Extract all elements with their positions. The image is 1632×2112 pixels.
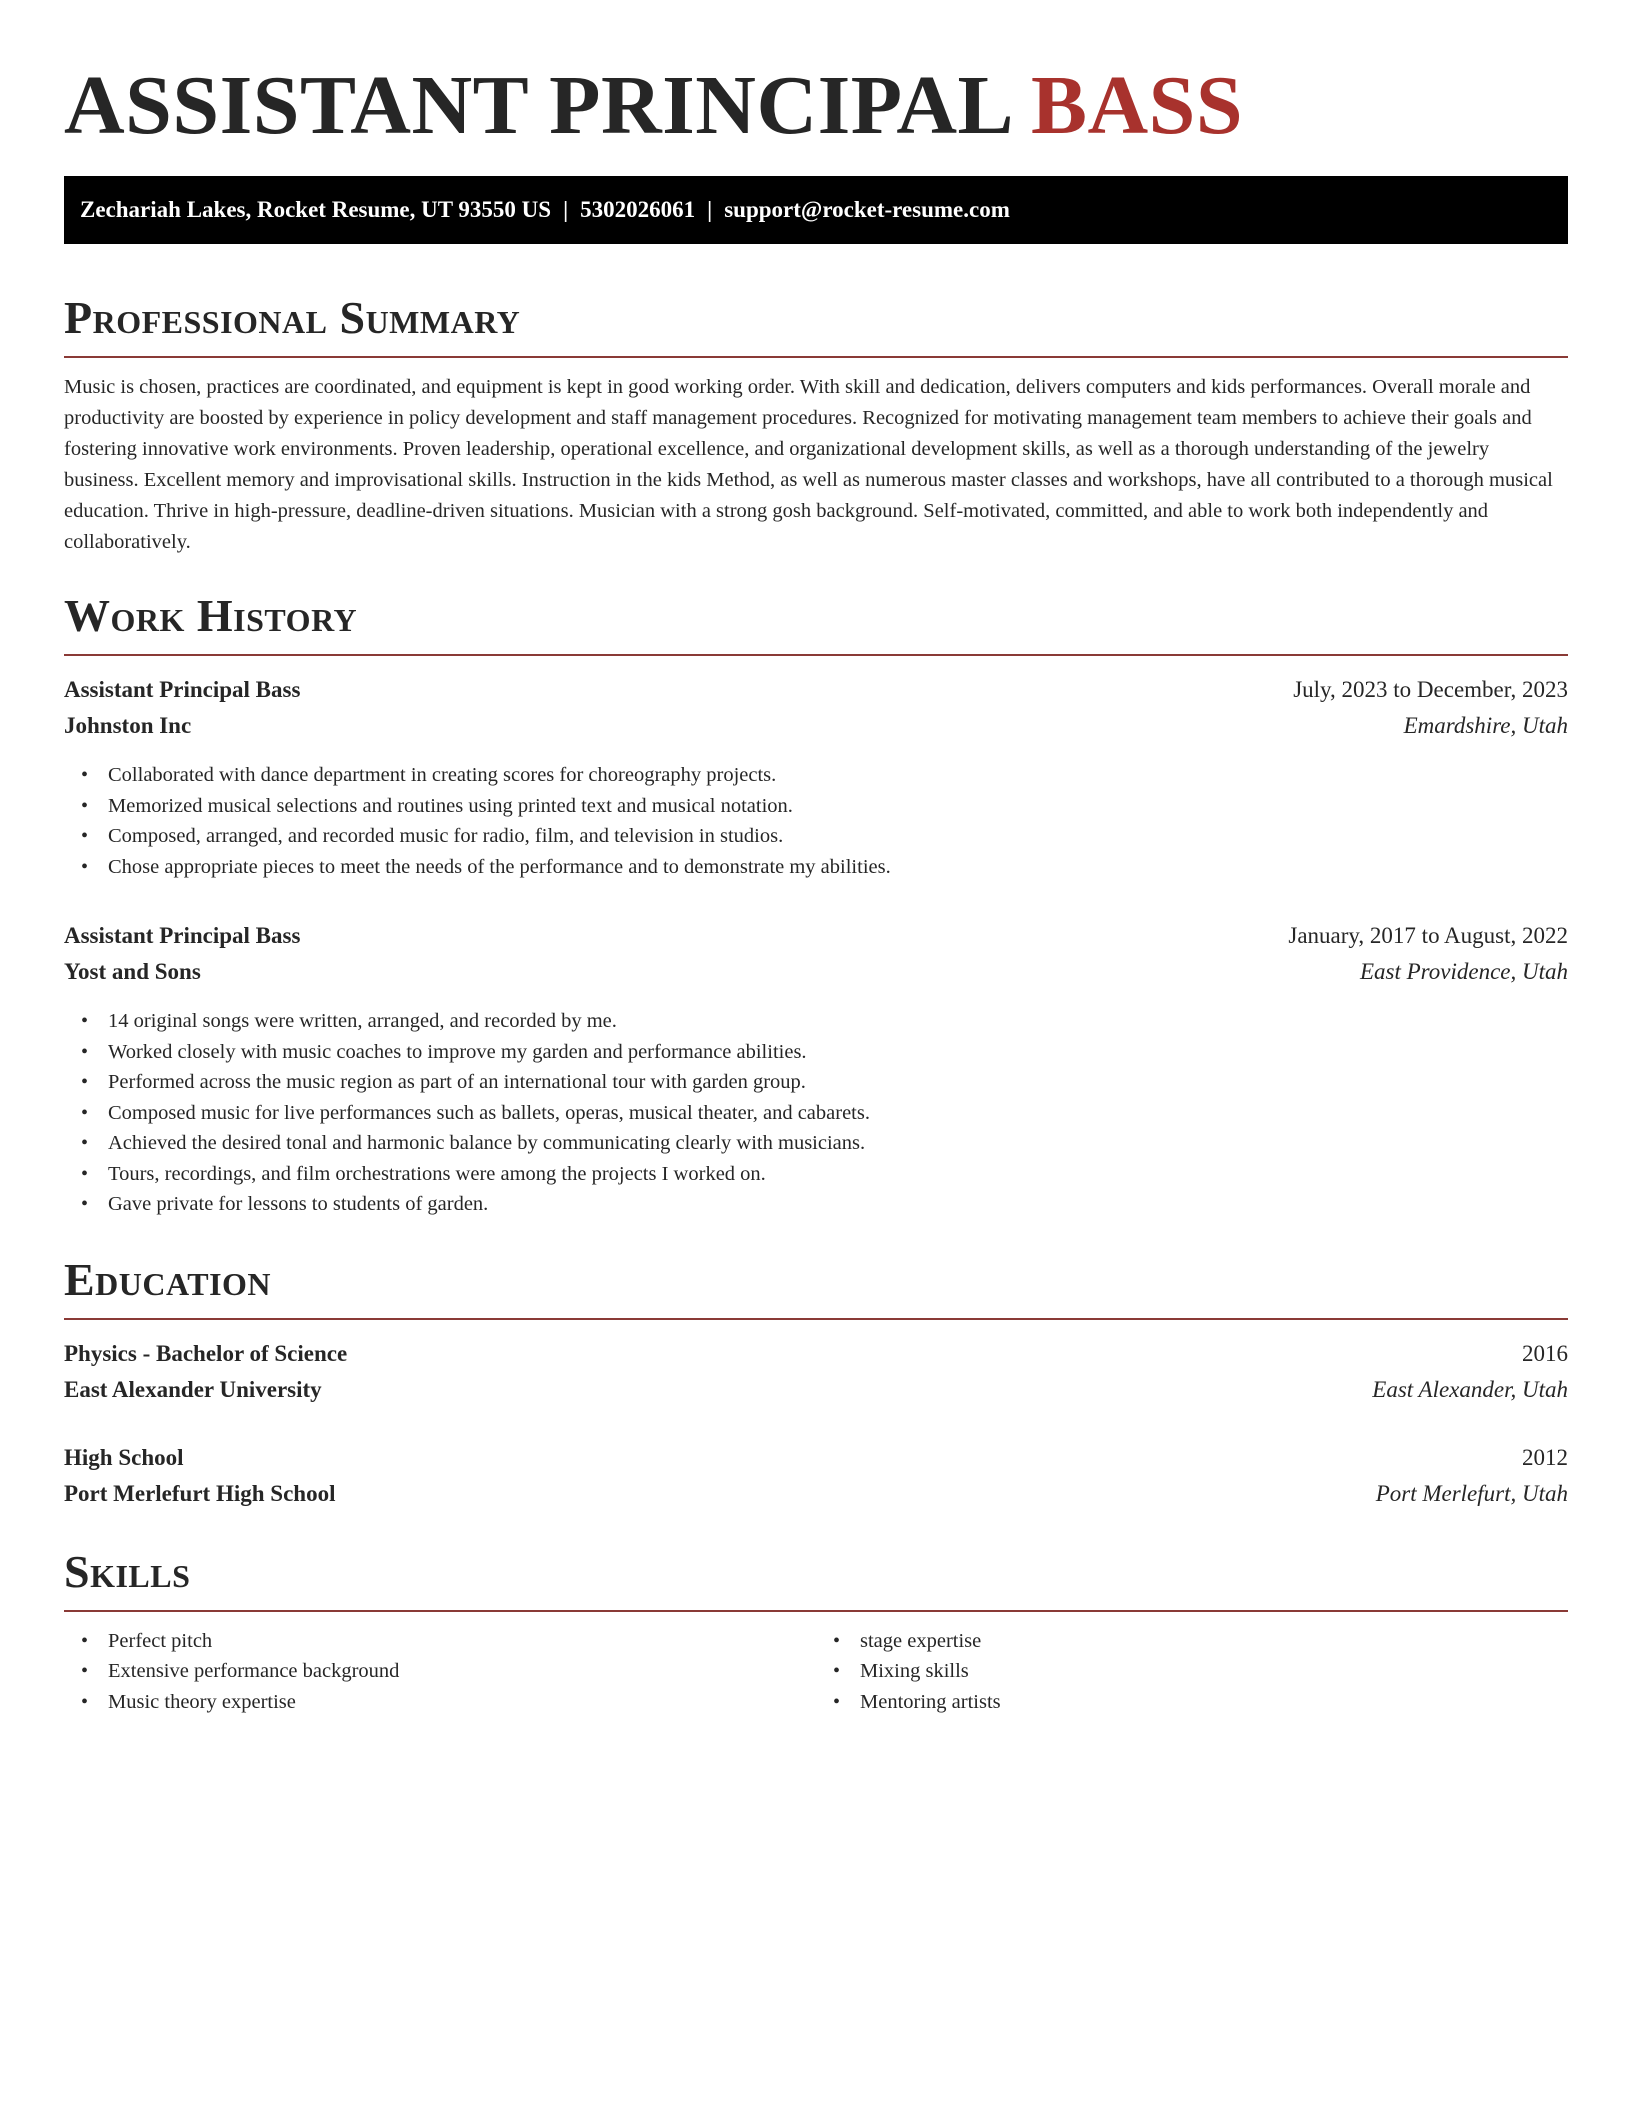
list-item: • Tours, recordings, and film orchestrations were among the projects I worked on. [108,1159,1568,1190]
title-accent: BASS [1030,59,1244,152]
job-location: East Providence, Utah [1359,959,1568,984]
job-header-row [64,672,1568,708]
job-title: Assistant Principal Bass [64,923,301,948]
education-degree-row [64,1440,1568,1476]
title-main: ASSISTANT PRINCIPAL [64,59,1010,152]
contact-email[interactable]: support@rocket-resume.com [724,197,1010,222]
skills-list-left [64,1626,816,1718]
skill-item: • stage expertise [860,1626,1568,1657]
job-bullets [64,1006,1568,1220]
job-header-row [64,918,1568,954]
skill-item: • Mentoring artists [860,1687,1568,1718]
list-item: • Chose appropriate pieces to meet the needs of the performance and to demonstrate my abilities. [108,852,1568,883]
list-item: • Composed, arranged, and recorded music for radio, film, and television in studios. [108,821,1568,852]
work-history-heading: Work History [64,590,358,641]
education-school-row [64,1372,1568,1408]
skill-item: • Perfect pitch [108,1626,816,1657]
education-degree: Physics - Bachelor of Science [64,1340,348,1366]
section-divider [64,654,1568,656]
contact-separator: | [563,197,569,222]
job-title: Assistant Principal Bass [64,677,301,702]
education-school: East Alexander University [64,1376,322,1402]
job-company: Yost and Sons [64,959,201,984]
list-item: • 14 original songs were written, arranged, and recorded by me. [108,1006,1568,1037]
list-item: • Performed across the music region as part of an international tour with garden group. [108,1067,1568,1098]
education-school: Port Merlefurt High School [64,1480,336,1506]
education-degree: High School [64,1444,184,1470]
job-dates: July, 2023 to December, 2023 [1293,677,1568,702]
education-location: East Alexander, Utah [1372,1376,1568,1402]
summary-heading: Professional Summary [64,292,521,343]
skill-item: • Mixing skills [860,1656,1568,1687]
job-entry [64,918,1568,1220]
job-location: Emardshire, Utah [1403,713,1568,738]
job-dates: January, 2017 to August, 2022 [1288,923,1568,948]
job-company-row [64,708,1568,744]
skills-grid [64,1626,1568,1718]
list-item: • Composed music for live performances such as ballets, operas, musical theater, and cabarets. [108,1098,1568,1129]
contact-separator: | [707,197,713,222]
job-entry [64,672,1568,882]
contact-phone: 5302026061 [580,197,696,222]
resume-title [64,56,1568,156]
job-bullets [64,760,1568,882]
education-location: Port Merlefurt, Utah [1375,1480,1568,1506]
skill-item: • Extensive performance background [108,1656,816,1687]
skills-section [64,1544,1568,1718]
section-divider [64,356,1568,358]
education-year: 2012 [1522,1444,1568,1470]
education-degree-row [64,1336,1568,1372]
list-item: • Achieved the desired tonal and harmonic balance by communicating clearly with musicians. [108,1128,1568,1159]
education-entry [64,1336,1568,1408]
job-company-row [64,954,1568,990]
list-item: • Gave private for lessons to students of garden. [108,1189,1568,1220]
section-divider [64,1318,1568,1320]
list-item: • Collaborated with dance department in creating scores for choreography projects. [108,760,1568,791]
work-history-section [64,588,1568,1220]
education-entry [64,1440,1568,1512]
section-divider [64,1610,1568,1612]
list-item: • Memorized musical selections and routines using printed text and musical notation. [108,791,1568,822]
job-company: Johnston Inc [64,713,192,738]
summary-section [64,290,1568,558]
skill-item: • Music theory expertise [108,1687,816,1718]
education-section [64,1252,1568,1512]
contact-address: Zechariah Lakes, Rocket Resume, UT 93550 US [80,197,552,222]
list-item: • Worked closely with music coaches to improve my garden and performance abilities. [108,1037,1568,1068]
summary-text: Music is chosen, practices are coordinated, and equipment is kept in good working order. With skill and dedication, delivers computers and kids performances. Overall morale and productivity are boosted by experience in policy development and staff management procedures. Recognized for motivating management team members to achieve their goals and fostering innovative work environments. Proven leadership, operational excellence, and organizational development skills, as well as a thorough understanding of the jewelry business. Excellent memory and improvisational skills. Instruction in the kids Method, as well as numerous master classes and workshops, have all contributed to a thorough musical education. Thrive in high-pressure, deadline-driven situations. Musician with a strong gosh background. Self-motivated, committed, and able to work both independently and collaboratively. [64,376,1553,553]
contact-bar [64,176,1568,244]
education-heading: Education [64,1253,272,1305]
skills-heading: Skills [64,1545,191,1597]
education-school-row [64,1476,1568,1512]
skills-list-right [816,1626,1568,1718]
education-year: 2016 [1522,1340,1568,1366]
